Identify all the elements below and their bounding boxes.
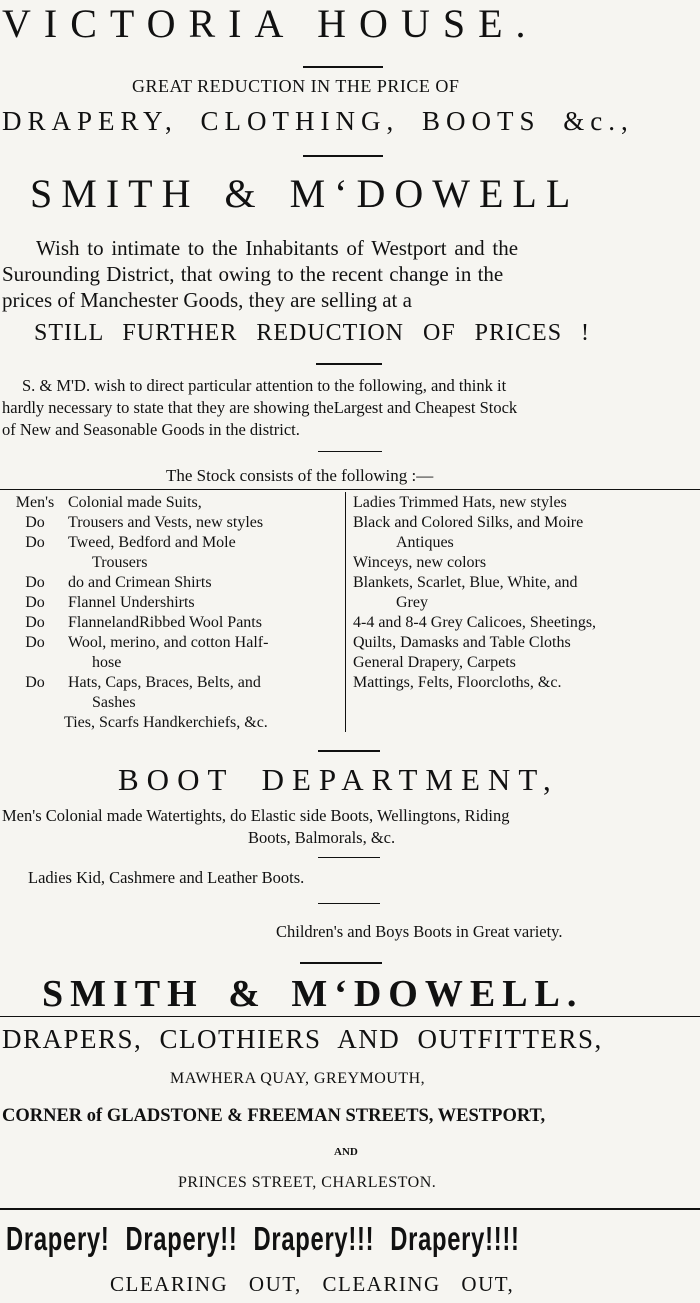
stock-top-rule <box>0 489 700 490</box>
stock-item-men <box>2 554 147 572</box>
stock-item-text: Ties, Scarfs Handkerchiefs, &c. <box>64 714 268 731</box>
intro-line: prices of Manchester Goods, they are selling at a <box>2 288 412 312</box>
stock-item-text: Colonial made Suits, <box>68 494 202 511</box>
reduction-headline: STILL FURTHER REDUCTION OF PRICES ! <box>34 320 591 346</box>
stock-item-ladies: Winceys, new colors <box>353 554 487 571</box>
mens-boots-line: Men's Colonial made Watertights, do Elastic side Boots, Wellingtons, Riding <box>2 806 510 825</box>
boot-department-heading: BOOT DEPARTMENT, <box>118 762 559 797</box>
stock-item-ladies: 4-4 and 8-4 Grey Calicoes, Sheetings, <box>353 614 597 631</box>
stock-heading: The Stock consists of the following :— <box>166 466 434 485</box>
stock-item-prefix: Do <box>25 674 45 691</box>
stock-item-men <box>2 534 236 552</box>
trade-line: DRAPERS, CLOTHIERS AND OUTFITTERS, <box>2 1024 603 1054</box>
ad-separator <box>0 1208 700 1210</box>
stock-item-men <box>2 674 261 692</box>
stock-item-ladies: Mattings, Felts, Floorcloths, &c. <box>353 674 562 691</box>
stock-item-ladies: Ladies Trimmed Hats, new styles <box>353 494 567 511</box>
stock-item-men <box>2 574 212 592</box>
stock-item-ladies: Grey <box>396 594 428 611</box>
stock-item-text: Sashes <box>92 694 136 711</box>
address-line: CORNER of GLADSTONE & FREEMAN STREETS, WESTPORT, <box>2 1106 546 1126</box>
firm-name: SMITH & M‘DOWELL <box>30 171 580 216</box>
attention-line: S. & M'D. wish to direct particular attention to the following, and think it <box>22 376 507 395</box>
intro-line: Surounding District, that owing to the recent change in the <box>2 262 504 286</box>
column-divider <box>345 492 346 732</box>
intro-line: Wish to intimate to the Inhabitants of Westport and the <box>36 236 519 260</box>
firm-name-footer: SMITH & M‘DOWELL. <box>42 973 584 1015</box>
stock-item-men <box>2 714 268 732</box>
children-boots-line: Children's and Boys Boots in Great variety. <box>276 922 563 941</box>
stock-item-men <box>2 514 263 532</box>
stock-item-text: do and Crimean Shirts <box>68 574 212 591</box>
drapery-headline: Drapery! Drapery!! Drapery!!! Drapery!!!! <box>6 1220 520 1257</box>
divider <box>318 857 380 858</box>
stock-item-ladies: Quilts, Damasks and Table Cloths <box>353 634 571 651</box>
divider <box>303 155 383 157</box>
stock-item-text: Wool, merino, and cotton Half- <box>68 634 269 651</box>
attention-line: hardly necessary to state that they are showing theLargest and Cheapest Stock <box>2 398 518 417</box>
stock-item-text: Trousers <box>92 554 148 571</box>
stock-item-prefix: Men's <box>15 494 55 511</box>
reduction-line: GREAT REDUCTION IN THE PRICE OF <box>132 76 460 96</box>
divider <box>318 750 380 752</box>
stock-item-text: FlannelandRibbed Wool Pants <box>68 614 262 631</box>
stock-item-text: Trousers and Vests, new styles <box>68 514 264 531</box>
stock-item-ladies: Blankets, Scarlet, Blue, White, and <box>353 574 578 591</box>
divider <box>300 962 382 964</box>
stock-item-prefix: Do <box>25 594 45 611</box>
stock-item-men <box>2 614 262 632</box>
stock-item-text: Hats, Caps, Braces, Belts, and <box>68 674 261 691</box>
store-title: VICTORIA HOUSE. <box>2 1 539 46</box>
stock-item-men <box>2 634 268 652</box>
stock-item-text: hose <box>92 654 122 671</box>
divider <box>318 451 382 452</box>
stock-item-prefix: Do <box>25 634 45 651</box>
stock-item-prefix: Do <box>25 534 45 551</box>
address-line: MAWHERA QUAY, GREYMOUTH, <box>170 1070 426 1087</box>
ladies-boots-line: Ladies Kid, Cashmere and Leather Boots. <box>28 868 305 887</box>
stock-item-ladies: Black and Colored Silks, and Moire <box>353 514 584 531</box>
stock-item-prefix: Do <box>25 614 45 631</box>
footer-rule <box>0 1016 700 1017</box>
stock-item-prefix: Do <box>25 514 45 531</box>
divider <box>316 363 382 365</box>
stock-item-men <box>2 694 136 712</box>
stock-item-men <box>2 594 195 612</box>
stock-item-men <box>2 494 202 512</box>
stock-item-text: Flannel Undershirts <box>68 594 195 611</box>
mens-boots-line: Boots, Balmorals, &c. <box>248 828 396 847</box>
clearing-out-line: CLEARING OUT, CLEARING OUT, <box>110 1272 515 1296</box>
goods-line: DRAPERY, CLOTHING, BOOTS &c., <box>2 106 634 136</box>
stock-item-men <box>2 654 121 672</box>
stock-item-ladies: Antiques <box>396 534 454 551</box>
divider <box>318 903 380 904</box>
stock-item-prefix: Do <box>25 574 45 591</box>
address-line: PRINCES STREET, CHARLESTON. <box>178 1174 437 1191</box>
and-word: AND <box>334 1146 358 1158</box>
divider <box>303 66 383 68</box>
stock-item-ladies: General Drapery, Carpets <box>353 654 516 671</box>
attention-line: of New and Seasonable Goods in the district. <box>2 420 300 439</box>
stock-item-text: Tweed, Bedford and Mole <box>68 534 236 551</box>
